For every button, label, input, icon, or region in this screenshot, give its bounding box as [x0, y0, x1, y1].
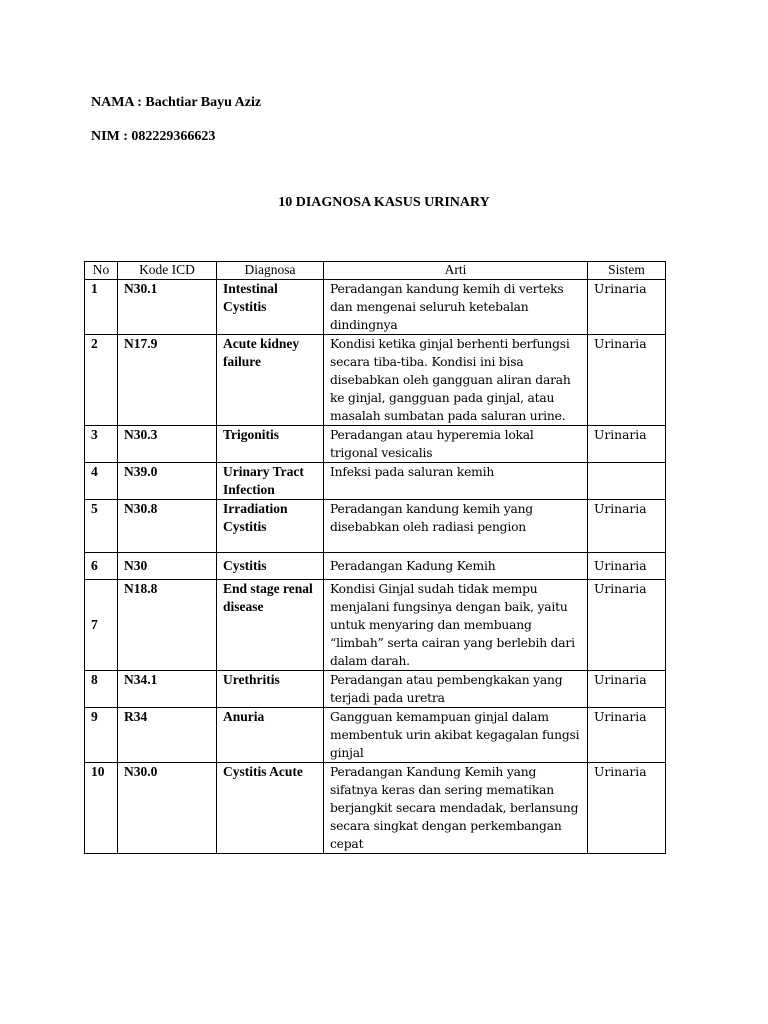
- row-diagnosa: Cystitis: [217, 553, 324, 580]
- row-arti: Peradangan atau hyperemia lokal trigonal vesicalis: [324, 426, 588, 463]
- header-sistem: Sistem: [588, 262, 666, 280]
- table-row: [85, 280, 666, 335]
- nama-line: NAMA : Bachtiar Bayu Aziz: [91, 95, 262, 110]
- row-kode: N30.0: [118, 763, 217, 854]
- row-sistem: Urinaria: [588, 500, 666, 553]
- row-kode: N30: [118, 553, 217, 580]
- row-arti: Kondisi Ginjal sudah tidak mempu menjalani fungsinya dengan baik, yaitu untuk menyaring dan membuang “limbah” serta cairan yang berlebih dari dalam darah.: [324, 580, 588, 671]
- row-diagnosa: Irradiation Cystitis: [217, 500, 324, 553]
- row-sistem: Urinaria: [588, 280, 666, 335]
- row-sistem: Urinaria: [588, 426, 666, 463]
- row-arti: Peradangan Kandung Kemih yang sifatnya keras dan sering mematikan berjangkit secara mendadak, berlansung secara singkat dengan perkembangan cepat: [324, 763, 588, 854]
- table-row: [85, 500, 666, 553]
- row-sistem: Urinaria: [588, 763, 666, 854]
- row-arti: Peradangan Kadung Kemih: [324, 553, 588, 580]
- table-row: [85, 580, 666, 671]
- row-no: 7: [85, 580, 118, 671]
- row-kode: N39.0: [118, 463, 217, 500]
- row-kode: N18.8: [118, 580, 217, 671]
- row-no: 8: [85, 671, 118, 708]
- row-diagnosa: Trigonitis: [217, 426, 324, 463]
- row-diagnosa: Cystitis Acute: [217, 763, 324, 854]
- row-no: 3: [85, 426, 118, 463]
- row-sistem: Urinaria: [588, 335, 666, 426]
- row-kode: N30.1: [118, 280, 217, 335]
- table-row: [85, 553, 666, 580]
- row-kode: N30.3: [118, 426, 217, 463]
- row-diagnosa: Urinary Tract Infection: [217, 463, 324, 500]
- table-row: [85, 426, 666, 463]
- row-arti: Kondisi ketika ginjal berhenti berfungsi secara tiba-tiba. Kondisi ini bisa disebabkan oleh gangguan aliran darah ke ginjal, gangguan pada ginjal, atau masalah sumbatan pada saluran urine.: [324, 335, 588, 426]
- header-arti: Arti: [324, 262, 588, 280]
- row-diagnosa: Acute kidney failure: [217, 335, 324, 426]
- row-kode: N17.9: [118, 335, 217, 426]
- table-row: [85, 463, 666, 500]
- table-row: [85, 671, 666, 708]
- row-no: 2: [85, 335, 118, 426]
- table-header-row: [85, 262, 666, 280]
- row-sistem: Urinaria: [588, 553, 666, 580]
- row-kode: N34.1: [118, 671, 217, 708]
- table-row: [85, 708, 666, 763]
- row-arti: Gangguan kemampuan ginjal dalam membentuk urin akibat kegagalan fungsi ginjal: [324, 708, 588, 763]
- document-title: 10 DIAGNOSA KASUS URINARY: [278, 195, 490, 210]
- row-sistem: Urinaria: [588, 671, 666, 708]
- row-sistem: [588, 463, 666, 500]
- row-arti: Peradangan kandung kemih di verteks dan mengenai seluruh ketebalan dindingnya: [324, 280, 588, 335]
- diagnosis-table: [84, 261, 666, 854]
- row-sistem: Urinaria: [588, 580, 666, 671]
- row-diagnosa: Intestinal Cystitis: [217, 280, 324, 335]
- row-diagnosa: Urethritis: [217, 671, 324, 708]
- table-row: [85, 335, 666, 426]
- row-no: 6: [85, 553, 118, 580]
- row-no: 5: [85, 500, 118, 553]
- table-row: [85, 763, 666, 854]
- row-no: 9: [85, 708, 118, 763]
- header-no: No: [85, 262, 118, 280]
- row-no: 10: [85, 763, 118, 854]
- row-arti: Infeksi pada saluran kemih: [324, 463, 588, 500]
- row-no: 4: [85, 463, 118, 500]
- row-sistem: Urinaria: [588, 708, 666, 763]
- row-arti: Peradangan kandung kemih yang disebabkan oleh radiasi pengion: [324, 500, 588, 553]
- row-kode: R34: [118, 708, 217, 763]
- header-diagnosa: Diagnosa: [217, 262, 324, 280]
- nim-line: NIM : 082229366623: [91, 129, 216, 144]
- header-kode-icd: Kode ICD: [118, 262, 217, 280]
- row-no: 1: [85, 280, 118, 335]
- row-diagnosa: End stage renal disease: [217, 580, 324, 671]
- row-arti: Peradangan atau pembengkakan yang terjadi pada uretra: [324, 671, 588, 708]
- row-diagnosa: Anuria: [217, 708, 324, 763]
- row-kode: N30.8: [118, 500, 217, 553]
